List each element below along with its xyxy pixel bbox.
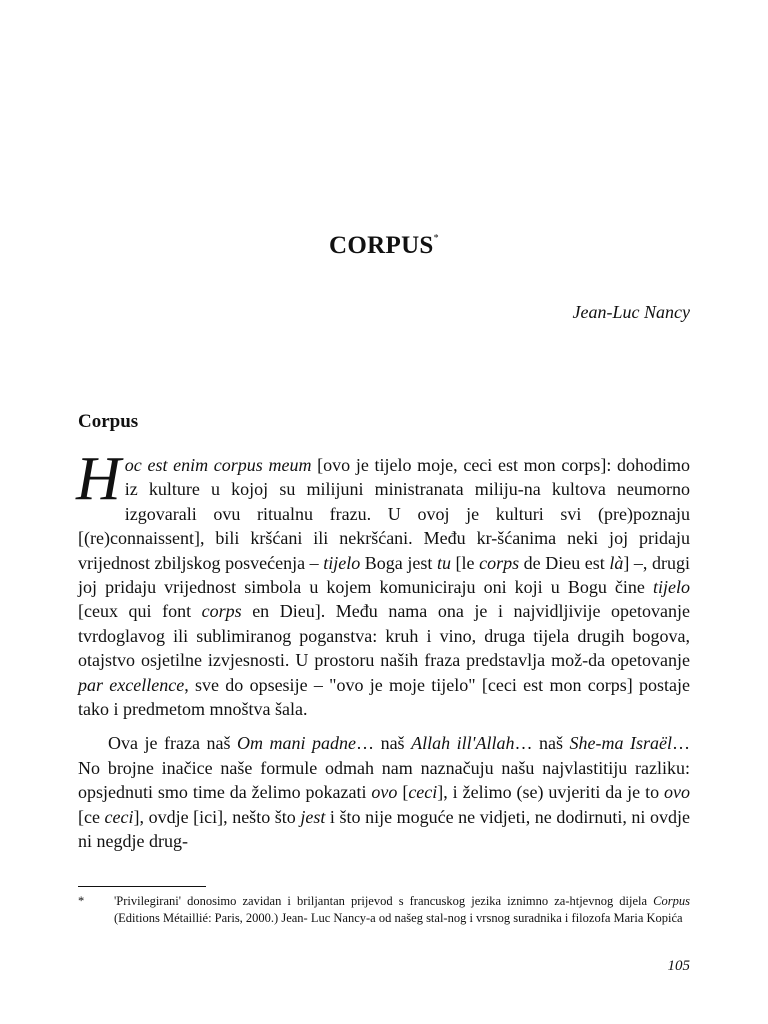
p1-seg-1: oc est enim corpus meum [124,455,312,475]
fn-seg-2: Corpus [653,894,690,908]
body-text [76,445,691,854]
p1-seg-14: en Dieu]. Među nama ona je i najvidljivije opetovanje tvrdoglavog ili sublimiranog poganstva: kruh i vino, druga tijela drugih bogova, otajstvo osjetilne izvjesnosti. U prostoru naših fraza predstavlja mož-da opetovanje [78,601,691,671]
fn-seg-1: 'Privilegirani' donosimo zavidan i briljantan prijevod s francuskog jezika iznimno za-htjevnog dijela [114,894,654,908]
p2-seg-4: Allah ill'Allah [411,733,515,754]
p1-seg-2: [ovo je tijelo moje, ceci est mon corps]: dohodimo iz kulture u kojoj su milijuni ministranata miliju-na kultova neumorno izgovarali ovu ritualnu frazu. U ovoj je kulturi svi (pre)poznaju [(re)connaissent], bili kršćani ili nekršćani. Među kr-šćanima neki joj pridaju vrijednost zbiljskog posvećenja – [78,455,690,573]
p2-seg-7: … No brojne inačice naše formule odmah nam naznačuju našu najvlastitiju razliku: opsjednuti smo time da želimo pokazati [78,733,690,803]
p2-seg-13: [ce [78,806,105,827]
title-text: CORPUS [329,232,434,259]
p1-seg-11: tijelo [653,577,690,598]
p2-seg-8: ovo [371,782,398,803]
p1-seg-9: là [609,552,624,573]
p2-seg-2: Om mani padne [237,733,357,754]
p1-seg-10: ] –, drugi joj pridaju vrijednost simbola u kojem komuniciraju oni koji u Bogu čine [78,552,690,598]
p1-seg-3: tijelo [323,552,361,573]
footnote-marker: * [78,894,85,908]
p2-seg-5: … naš [514,733,570,754]
p1-seg-13: corps [201,601,242,622]
paragraph-1 [76,445,691,721]
title-footnote-marker: * [433,233,439,244]
p2-seg-10: ceci [408,782,438,803]
p1-seg-5: tu [436,552,451,573]
p2-seg-3: … naš [356,733,412,754]
p2-seg-6: She-ma Israël [569,733,672,754]
p1-seg-4: Boga jest [360,552,437,573]
p2-seg-16: jest [300,806,326,827]
p1-seg-6: [le [450,552,480,573]
p2-seg-15: ], ovdje [ici], nešto što [133,806,301,827]
page-number: 105 [667,958,690,974]
p2-seg-14: ceci [104,806,134,827]
p1-seg-8: de Dieu est [519,552,610,573]
author-name: Jean-Luc Nancy [572,302,690,322]
p2-seg-17: i što nije moguće ne vidjeti, ne dodirnuti, ni ovdje ni negdje drug- [78,806,690,852]
p2-seg-11: ], i želimo (se) uvjeriti da je to [437,782,664,803]
fn-seg-3: (Editions Métaillié: Paris, 2000.) Jean- Luc Nancy-a od našeg stal-nog i vrsnog suradnika i filozofa Maria Kopića [114,910,683,925]
p1-seg-16: , sve do opsesije – "ovo je moje tijelo" [ceci est mon corps] postaje tako i predmetom mnoštva šala. [78,674,690,720]
p1-seg-15: par excellence [78,674,185,695]
p1-seg-7: corps [479,552,520,573]
footnote-divider [78,886,206,887]
p1-seg-12: [ceux qui font [78,601,202,622]
footnote-text [114,893,690,926]
section-heading: Corpus [78,411,139,432]
drop-cap: H [76,445,121,513]
footnote [78,893,690,926]
p2-seg-1: Ova je fraza naš [108,733,238,754]
article-title [0,232,768,260]
p2-seg-12: ovo [664,782,690,803]
paragraph-2 [78,731,690,853]
p2-seg-9: [ [397,782,409,803]
